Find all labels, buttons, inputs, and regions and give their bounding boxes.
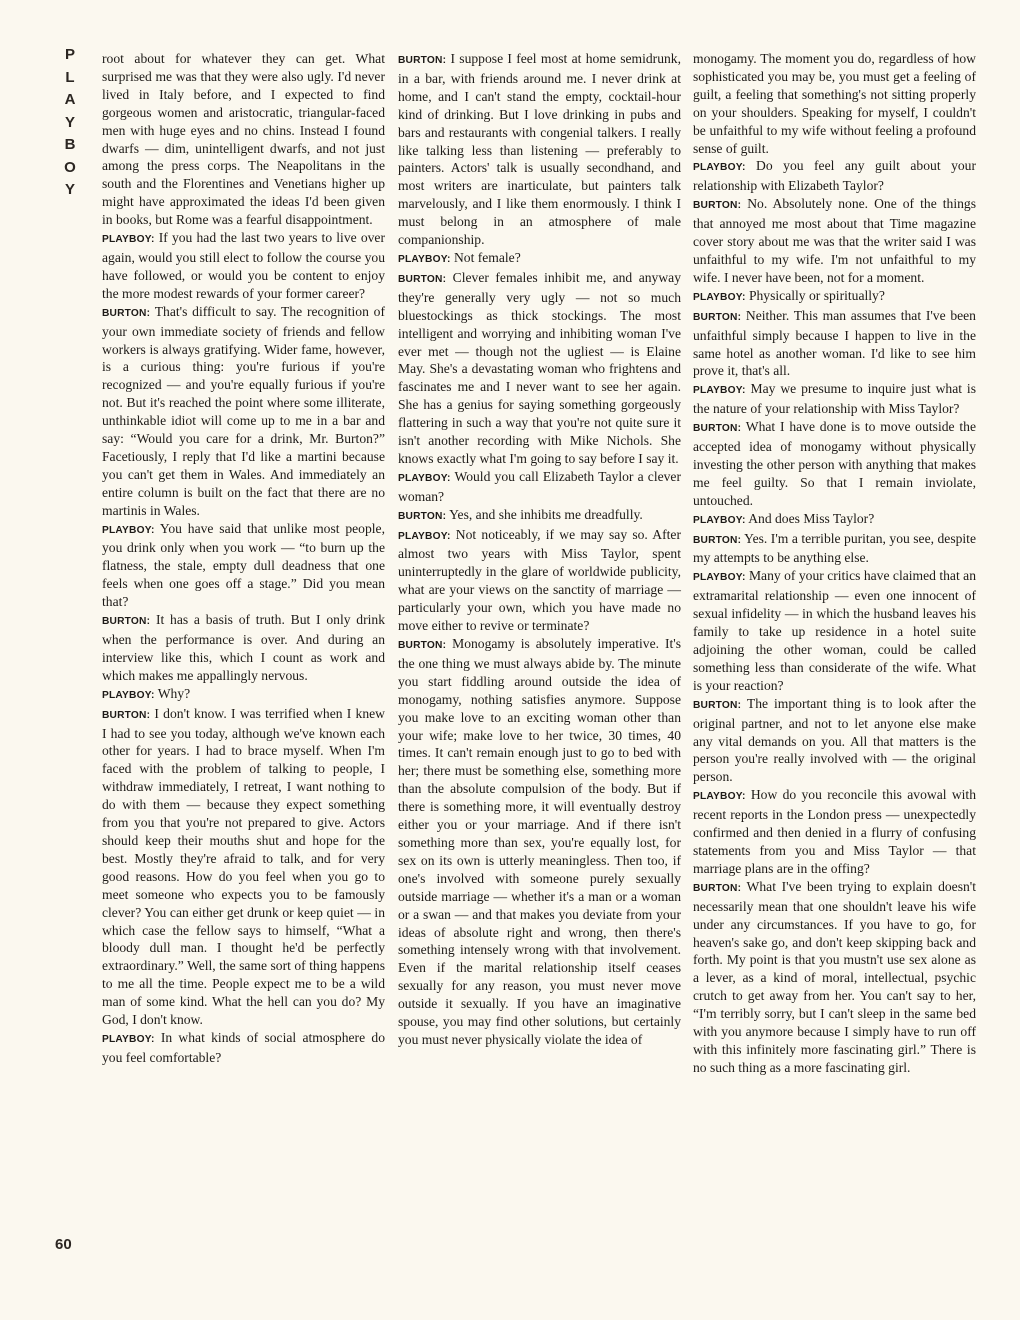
paragraph-text: No. Absolutely none. One of the things that annoyed me most about that Time magazine cover story about me was that the writer said I was unfaithful to my wife. I'm not unfaithful to my wife. I never have been, not for a moment. xyxy=(693,196,976,285)
interview-paragraph xyxy=(693,510,976,530)
speaker-label: PLAYBOY: xyxy=(693,291,746,303)
paragraph-text: And does Miss Taylor? xyxy=(748,510,875,526)
paragraph-text: How do you reconcile this avowal with recent reports in the London press — unexpectedly confirmed and then denied in a flurry of confusing statements from you and Miss Taylor — that marriage plans are in the offing? xyxy=(693,787,976,876)
interview-paragraph xyxy=(693,695,976,787)
speaker-label: PLAYBOY: xyxy=(693,791,746,803)
speaker-label: BURTON: xyxy=(693,423,742,435)
interview-paragraph xyxy=(693,287,976,307)
paragraph-text: Why? xyxy=(157,685,191,701)
interview-paragraph xyxy=(398,468,681,506)
speaker-label: PLAYBOY: xyxy=(398,472,451,484)
paragraph-text: The important thing is to look after the original partner, and not to let anyone else make any vital demands on you. All that matters is the person you're really involved with — the original person. xyxy=(693,695,976,785)
interview-paragraph xyxy=(102,520,385,612)
paragraph-text: If you had the last two years to live over again, would you still elect to follow the course you have followed, or would you be content to enjoy the more modest rewards of your former career? xyxy=(102,230,385,301)
speaker-label: PLAYBOY: xyxy=(398,253,451,265)
paragraph-text: Monogamy is absolutely imperative. It's the one thing we must always abide by. The minute you start fiddling around outside the idea of monogamy, nothing satisfies anymore. Suppose you make love to an exciting woman other than your wife; make love to her twice, 30 times, 40 times. It can't remain enough just to go to bed with her; there must be something else, something more than the absolute compulsion of the body. But if there is something more, it will eventually destroy either you or your marriage. And if there isn't something more than sex, you're equally lost, for sex on its own is utterly meaningless. Then too, if one's involved with someone purely sexually outside marriage — whether it's a man or a woman or a swan — and that makes you deviate from your ideas of absolute right and wrong, then there's something intensely wrong with that involvement. Even if the marital relationship itself ceases sexually for any reason, you must never move outside it sexually. If you have an imaginative spouse, you may find other solutions, but certainly you must never physically violate the idea of xyxy=(398,636,682,1047)
interview-paragraph xyxy=(693,380,976,418)
speaker-label: BURTON: xyxy=(693,200,742,212)
interview-paragraph xyxy=(693,530,976,568)
interview-paragraph xyxy=(398,635,681,1049)
paragraph-text: What I have done is to move outside the accepted idea of monogamy without physically investing the other person with anything that makes me feel guilty. So that I remain inviolate, untouched. xyxy=(693,419,976,508)
paragraph-text: I don't know. I was terrified when I knew I had to see you today, although we've known each other for years. I had to brace myself. When I'm faced with the problem of talking to people, I withdraw immediately, I retreat, I want nothing to do with them — because they expect something from you that you're not prepared to give. Actors should keep their mouths shut and hope for the best. Mostly they're afraid to talk, and for very good reasons. How do you feel when you go to meet someone who expects you to be famously clever? You can either get drunk or keep quiet — in which case the fellow says to himself, “What a bloody dull man. I thought he'd be perfectly extraordinary.” Well, the same sort of thing happens to me all the time. People expect me to be a wild man of some kind. What the hell can you do? My God, I don't know. xyxy=(102,705,385,1028)
speaker-label: BURTON: xyxy=(102,307,151,319)
interview-paragraph xyxy=(693,307,976,381)
interview-paragraph xyxy=(102,50,385,229)
interview-paragraph xyxy=(398,506,681,526)
column-1 xyxy=(102,50,385,1067)
speaker-label: BURTON: xyxy=(398,510,447,522)
paragraph-text: monogamy. The moment you do, regardless of how sophisticated you may be, you must get a feeling of guilt, a feeling that something's not sitting properly on your shoulders. Speaking for myself, I couldn't be unfaithful to my wife without feeling a profound sense of guilt. xyxy=(693,51,976,156)
interview-paragraph xyxy=(693,195,976,287)
speaker-label: PLAYBOY: xyxy=(102,524,155,536)
interview-paragraph xyxy=(102,1029,385,1067)
speaker-label: PLAYBOY: xyxy=(102,234,155,246)
paragraph-text: Do you feel any guilt about your relationship with Elizabeth Taylor? xyxy=(693,158,977,194)
interview-paragraph xyxy=(693,786,976,878)
paragraph-text: Not female? xyxy=(453,249,521,265)
page-number: 60 xyxy=(55,1236,72,1253)
speaker-label: PLAYBOY: xyxy=(693,572,746,584)
speaker-label: BURTON: xyxy=(102,709,151,721)
interview-paragraph xyxy=(398,249,681,269)
interview-paragraph xyxy=(398,269,681,468)
speaker-label: BURTON: xyxy=(102,616,151,628)
interview-paragraph xyxy=(693,157,976,195)
speaker-label: BURTON: xyxy=(693,311,742,323)
speaker-label: BURTON: xyxy=(693,882,742,894)
paragraph-text: Not noticeably, if we may say so. After almost two years with Miss Taylor, spent uninterruptedly in the glare of worldwide publicity, what are your views on the sanctity of marriage — particularly your own, which you have made no move either to revive or terminate? xyxy=(398,526,681,634)
paragraph-text: Physically or spiritually? xyxy=(748,287,885,303)
column-3 xyxy=(693,50,976,1077)
paragraph-text: I suppose I feel most at home semidrunk, in a bar, with friends around me. I never drink at home, and I can't stand the empty, cocktail-hour kind of drinking. But I love drinking in pubs and bars and restaurants with congenial talkers. I really like talking less than listening — preferably to painters. Actors' talk is usually secondhand, and most writers are inarticulate, but painters talk marvelously, and I like them enormously. I think I must belong in an atmosphere of male companionship. xyxy=(398,51,681,248)
interview-paragraph xyxy=(102,229,385,303)
speaker-label: PLAYBOY: xyxy=(398,530,451,542)
interview-paragraph xyxy=(398,526,681,635)
speaker-label: BURTON: xyxy=(398,55,447,66)
interview-paragraph xyxy=(102,611,385,685)
speaker-label: PLAYBOY: xyxy=(693,162,746,174)
paragraph-text: Many of your critics have claimed that an extramarital relationship — even one innocent of sexual infidelity — in which the husband leaves his family to take up residence in a hotel suite adjoining the other woman, could be called something less than considerate of the wife. What is your reaction? xyxy=(693,568,976,693)
speaker-label: PLAYBOY: xyxy=(693,514,746,526)
paragraph-text: What I've been trying to explain doesn't necessarily mean that one shouldn't leave his wife under any circumstances. If you have to go, for heaven's sake go, and don't keep skipping back and forth. My point is that you mustn't use sex alone as a lever, as a kind of moral, intellectual, psychic crutch to get away from her. You can't say to her, “I'm terribly sorry, but I can't sleep in the same bed with you anymore because I simply have to run off with this infinitely more fascinating girl.” There is no such thing as a more fascinating girl. xyxy=(693,878,977,1075)
speaker-label: BURTON: xyxy=(398,640,447,651)
paragraph-text: Yes, and she inhibits me dreadfully. xyxy=(449,506,643,522)
interview-paragraph xyxy=(398,50,681,249)
interview-paragraph xyxy=(693,878,976,1077)
column-2 xyxy=(398,50,681,1049)
speaker-label: PLAYBOY: xyxy=(693,385,746,397)
paragraph-text: Clever females inhibit me, and anyway they're generally very ugly — not so much bluestockings as thick stockings. The most intelligent and worrying and inhibiting woman I've ever met — though not the ugliest — is Elaine May. She's a devastating woman who frightens and fascinates me and I never want to see her again. She has a genius for saying something gorgeously flattering in such a way that you're not quite sure it isn't another recording with Mike Nichols. She knows exactly what I'm going to say before I say it. xyxy=(398,269,681,466)
speaker-label: BURTON: xyxy=(398,273,447,285)
paragraph-text: You have said that unlike most people, you drink only when you work — “to burn up the flatness, the stale, empty dull deadness that one feels when one goes off a stage.” Did you mean that? xyxy=(102,520,385,610)
interview-paragraph xyxy=(693,567,976,694)
speaker-label: PLAYBOY: xyxy=(102,1033,155,1045)
paragraph-text: That's difficult to say. The recognition of your own immediate society of friends and fellow workers is always gratifying. Wider fame, however, is a curious thing: you're furious if you're recognized — and you're equally furious if you're not. But it's reached the point where some illiterate, unthinkable idiot will come up to me in a bar and say: “Would you care for a drink, Mr. Burton?” Facetiously, I reply that I'd like a martini because you can't get them in Wales. And immediately an entire column is built on the fact that there are no martinis in Wales. xyxy=(102,303,385,518)
paragraph-text: Would you call Elizabeth Taylor a clever woman? xyxy=(398,468,681,504)
interview-paragraph xyxy=(693,50,976,157)
paragraph-text: Yes. I'm a terrible puritan, you see, despite my attempts to be anything else. xyxy=(693,530,976,566)
speaker-label: BURTON: xyxy=(693,534,742,546)
paragraph-text: May we presume to inquire just what is the nature of your relationship with Miss Taylor? xyxy=(693,381,976,417)
paragraph-text: Neither. This man assumes that I've been unfaithful simply because I happen to live in the same hotel as another woman. I'd like to see him prove it, that's all. xyxy=(693,307,976,379)
speaker-label: BURTON: xyxy=(693,699,742,711)
paragraph-text: root about for whatever they can get. What surprised me was that they were also ugly. I'd never lived in Italy before, and I expected to find gorgeous women and aristocratic, triangular-faced men with huge eyes and no chins. Instead I found dwarfs — dim, unintelligent dwarfs, and not just among the press corps. The Neapolitans in the south and the Florentines and Venetians higher up might have approximated the ideas I'd been given in books, but Rome was a fearful disappointment. xyxy=(102,51,385,228)
interview-paragraph xyxy=(693,418,976,510)
interview-paragraph xyxy=(102,303,385,520)
masthead: P L A Y B O Y xyxy=(64,46,76,198)
interview-paragraph xyxy=(102,705,385,1029)
paragraph-text: It has a basis of truth. But I only drink when the performance is over. And during an interview like this, which I count as work and which makes me appallingly nervous. xyxy=(102,612,385,683)
speaker-label: PLAYBOY: xyxy=(102,689,155,701)
paragraph-text: In what kinds of social atmosphere do you feel comfortable? xyxy=(102,1029,385,1065)
interview-paragraph xyxy=(102,685,385,705)
